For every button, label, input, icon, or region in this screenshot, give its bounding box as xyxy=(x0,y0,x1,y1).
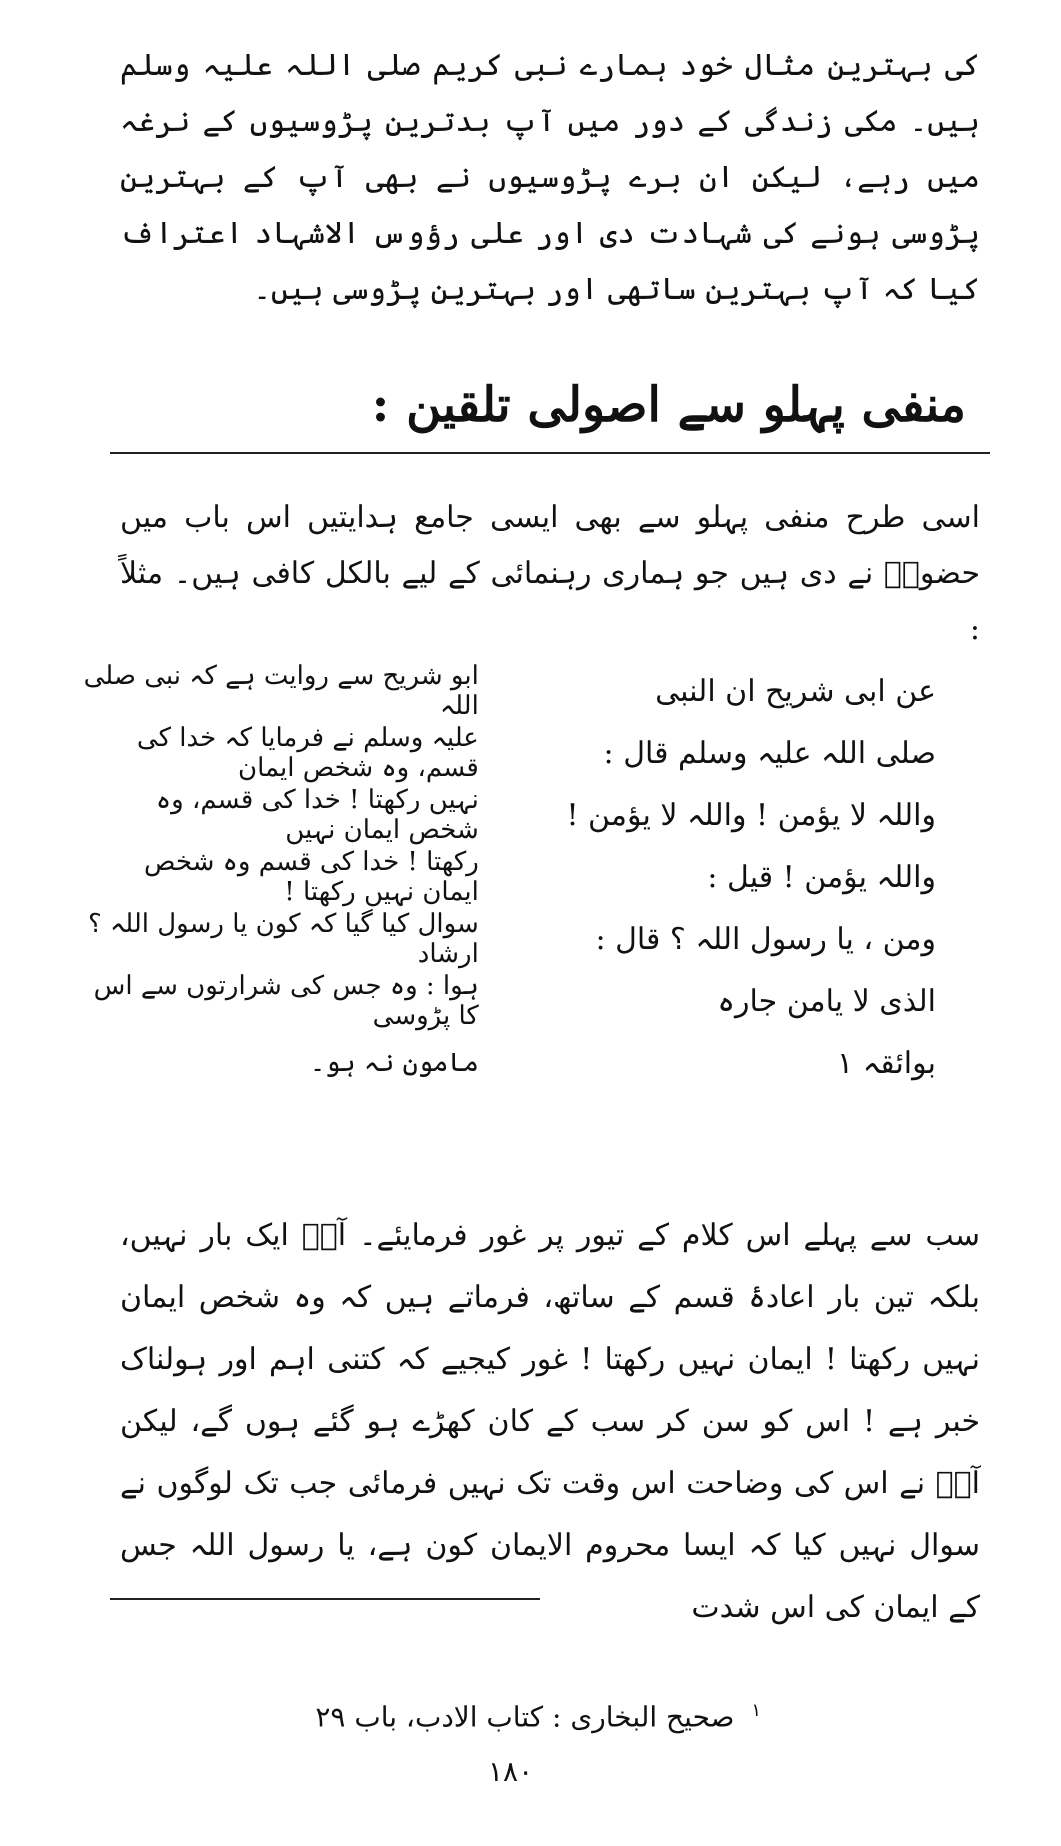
intro-paragraph: کی بہترین مثال خود ہمارے نبی کریم صلی اللہ علیہ وسلم ہیں۔ مکی زندگی کے دور میں آپ بدترین پڑوسیوں کے نرغہ میں رہے، لیکن ان برے پڑوسیوں نے بھی آپ کے بہترین پڑوسی ہونے کی شہادت دی اور علی رؤوس الاشہاد اعتراف کیا کہ آپ بہترین ساتھی اور بہترین پڑوسی ہیں۔ xyxy=(120,48,980,307)
hadith-urdu-line: سوال کیا گیا کہ کون یا رسول اللہ ؟ ارشاد xyxy=(87,909,479,969)
heading-underline xyxy=(110,452,990,454)
hadith-urdu-line: ابو شریح سے روایت ہے کہ نبی صلی اللہ xyxy=(83,661,479,721)
footnote-separator xyxy=(110,1598,540,1600)
section-paragraph: اسی طرح منفی پہلو سے بھی ایسی جامع ہدایتیں اس باب میں حضورؐ نے دی ہیں جو ہماری رہنمائی کے لیے بالکل کافی ہیں۔ مثلاً : xyxy=(120,500,980,647)
hadith-urdu-line: مامون نہ ہو۔ xyxy=(309,1048,479,1078)
hadith-arabic-line: واللہ یؤمن ! قیل : xyxy=(707,859,936,895)
hadith-table xyxy=(81,660,981,1094)
hadith-arabic-line: بوائقہ ۱ xyxy=(837,1045,936,1081)
hadith-row xyxy=(81,722,981,784)
hadith-urdu-line: ہوا : وہ جس کی شرارتوں سے اس کا پڑوسی xyxy=(93,971,479,1031)
commentary-paragraph: سب سے پہلے اس کلام کے تیور پر غور فرمایئے۔ آپؐ ایک بار نہیں، بلکہ تین بار اعادۂ قسم کے ساتھ، فرماتے ہیں کہ وہ شخص ایمان نہیں رکھتا ! ایمان نہیں رکھتا ! غور کیجیے کہ کتنی اہم اور ہولناک خبر ہے ! اس کو سن کر سب کے کان کھڑے ہو گئے ہوں گے، لیکن آپؐ نے اس کی وضاحت اس وقت تک نہیں فرمائی جب تک لوگوں نے سوال نہیں کیا کہ ایسا محروم الایمان کون ہے، یا رسول اللہ جس کے ایمان کی اس شدت xyxy=(120,1218,980,1625)
hadith-arabic-line: ومن ، یا رسول اللہ ؟ قال : xyxy=(595,921,936,957)
hadith-urdu-line: نہیں رکھتا ! خدا کی قسم، وہ شخص ایمان نہیں xyxy=(155,785,479,845)
hadith-row xyxy=(81,970,981,1032)
hadith-arabic-line: صلی اللہ علیہ وسلم قال : xyxy=(603,735,936,771)
hadith-arabic-line: الذی لا یامن جارہ xyxy=(717,983,936,1019)
footnote xyxy=(315,1700,761,1733)
hadith-row xyxy=(81,660,981,722)
hadith-urdu-line: رکھتا ! خدا کی قسم وہ شخص ایمان نہیں رکھتا ! xyxy=(143,847,479,907)
hadith-arabic-line: عن ابی شریح ان النبی xyxy=(655,673,936,709)
footnote-text: صحیح البخاری : کتاب الادب، باب ۲۹ xyxy=(315,1700,735,1734)
hadith-arabic-line: واللہ لا یؤمن ! واللہ لا یؤمن ! xyxy=(566,797,936,833)
hadith-row xyxy=(81,1032,981,1094)
hadith-row xyxy=(81,908,981,970)
section-heading: منفی پہلو سے اصولی تلقین : xyxy=(371,377,966,433)
hadith-urdu-line: علیہ وسلم نے فرمایا کہ خدا کی قسم، وہ شخص ایمان xyxy=(136,723,479,783)
page-number: ۱۸۰ xyxy=(488,1755,534,1788)
hadith-row xyxy=(81,846,981,908)
footnote-marker: ۱ xyxy=(751,1700,761,1721)
hadith-row xyxy=(81,784,981,846)
